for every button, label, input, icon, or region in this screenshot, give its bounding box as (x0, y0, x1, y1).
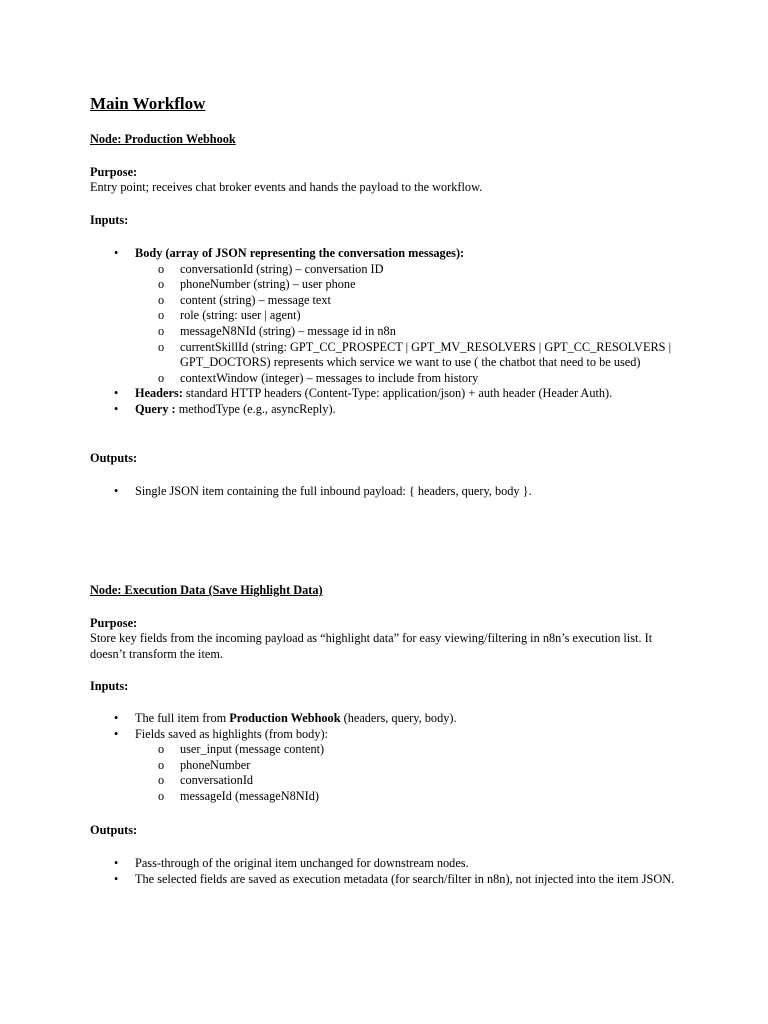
list-item (90, 872, 690, 888)
list-item (90, 308, 690, 324)
list-item (90, 484, 690, 500)
input-text: Fields saved as highlights (from body): (135, 726, 328, 741)
sub-bullet-icon: o (158, 323, 165, 338)
bullet-icon: • (114, 871, 119, 886)
sub-bullet-icon: o (158, 742, 165, 757)
purpose-text: Store key fields from the incoming payload as “highlight data” for easy viewing/filtering in n8n’s execution list. It doesn’t transform the item. (90, 631, 653, 661)
outputs-label: Outputs: (90, 451, 138, 465)
field-text: phoneNumber (180, 757, 251, 772)
query-text: methodType (e.g., asyncReply). (178, 401, 336, 416)
field-text: content (string) – message text (180, 292, 331, 307)
bullet-icon: • (114, 386, 119, 401)
bullet-icon: • (114, 856, 119, 870)
list-item (90, 773, 690, 789)
document-title: Main Workflow (90, 94, 206, 113)
list-item (90, 758, 690, 774)
field-text: currentSkillId (string: GPT_CC_PROSPECT | GPT_MV_RESOLVERS | GPT_CC_RESOLVERS | GPT_DOCTORS) represents which service we want to use ( the chatbot that need to be used) (180, 339, 672, 370)
output-text: Pass-through of the original item unchanged for downstream nodes. (135, 856, 469, 870)
sub-bullet-icon: o (158, 773, 165, 788)
sub-bullet-icon: o (158, 370, 165, 385)
sub-bullet-icon: o (158, 788, 165, 803)
bullet-icon: • (114, 726, 119, 741)
list-item (90, 262, 690, 278)
bullet-icon: • (114, 246, 119, 260)
sub-bullet-icon: o (158, 757, 165, 772)
sub-bullet-icon: o (158, 308, 165, 323)
inputs-label: Inputs: (90, 679, 129, 693)
list-item (90, 402, 690, 418)
sub-bullet-icon: o (158, 292, 165, 307)
field-text: messageId (messageN8NId) (180, 788, 319, 803)
list-item (90, 277, 690, 293)
list-item (90, 386, 690, 402)
purpose-label: Purpose: (90, 165, 138, 179)
field-text: user_input (message content) (180, 742, 325, 757)
list-item (90, 293, 690, 309)
node-title-execution-data: Node: Execution Data (Save Highlight Data) (90, 583, 323, 597)
input-text-prefix: The full item from (135, 711, 227, 725)
outputs-list (90, 484, 690, 500)
inputs-list (90, 246, 690, 418)
field-text: phoneNumber (string) – user phone (180, 277, 356, 292)
list-item (90, 324, 690, 340)
node-title-production-webhook: Node: Production Webhook (90, 132, 236, 146)
headers-text: standard HTTP headers (Content-Type: application/json) + auth header (Header Auth). (185, 386, 613, 401)
list-item (90, 742, 690, 758)
purpose-label: Purpose: (90, 616, 138, 630)
inputs-label: Inputs: (90, 213, 129, 227)
output-text: The selected fields are saved as execution metadata (for search/filter in n8n), not injected into the item JSON. (135, 871, 675, 886)
list-item (90, 789, 690, 805)
field-text: contextWindow (integer) – messages to include from history (180, 370, 479, 385)
list-item (90, 711, 690, 727)
sub-bullet-icon: o (158, 339, 165, 354)
field-text: role (string: user | agent) (180, 308, 301, 323)
headers-label: Headers: (135, 386, 183, 401)
field-text: messageN8NId (string) – message id in n8n (180, 323, 396, 338)
list-item (90, 727, 690, 743)
purpose-text: Entry point; receives chat broker events and hands the payload to the workflow. (90, 180, 483, 194)
bullet-icon: • (114, 711, 119, 725)
list-item (90, 246, 690, 262)
inputs-list (90, 711, 690, 805)
list-item (90, 340, 690, 371)
input-text-bold: Production Webhook (229, 711, 341, 725)
bullet-icon: • (114, 401, 119, 416)
output-text: Single JSON item containing the full inbound payload: { headers, query, body }. (135, 484, 532, 498)
bullet-icon: • (114, 484, 119, 498)
field-text: conversationId (180, 773, 254, 788)
list-item (90, 371, 690, 387)
field-text: conversationId (string) – conversation ID (180, 261, 384, 276)
outputs-label: Outputs: (90, 823, 138, 837)
outputs-list (90, 856, 690, 887)
sub-bullet-icon: o (158, 261, 165, 276)
body-label: Body (array of JSON representing the conversation messages): (135, 246, 465, 260)
query-label: Query : (135, 401, 176, 416)
input-text-suffix: (headers, query, body). (343, 711, 457, 725)
sub-bullet-icon: o (158, 277, 165, 292)
list-item (90, 856, 690, 872)
